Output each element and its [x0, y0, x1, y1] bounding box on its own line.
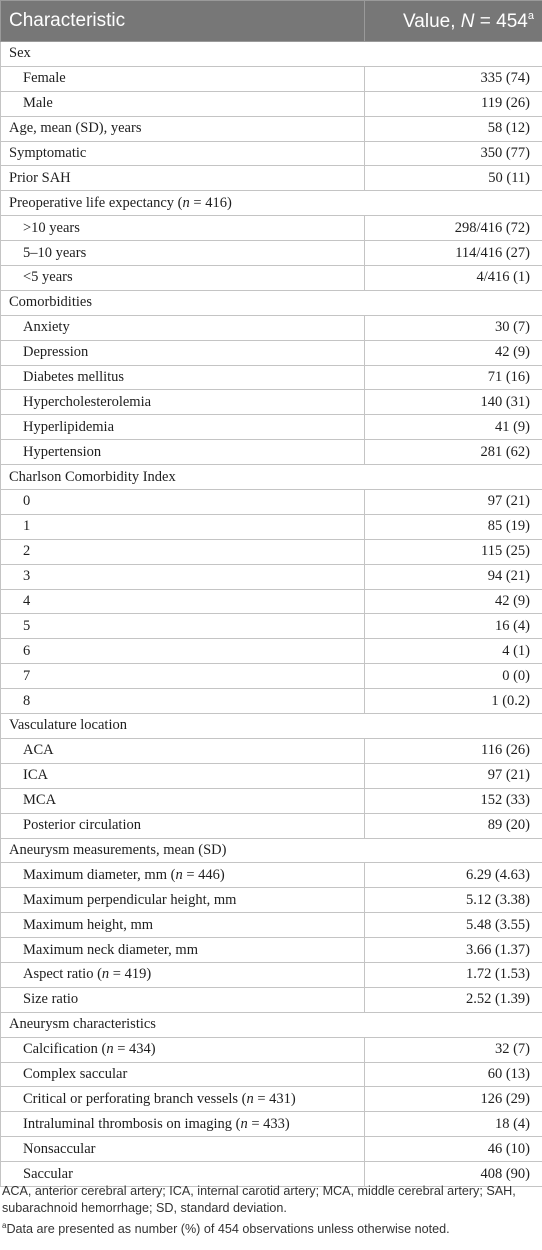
row-value: 1.72 (1.53): [365, 962, 542, 987]
header-characteristic: Characteristic: [1, 1, 365, 42]
row-value: 119 (26): [365, 91, 542, 116]
table-section-row: [1, 290, 542, 315]
header-value-n: N: [460, 10, 475, 32]
table-footnotes: [2, 1183, 540, 1238]
data-note: [2, 1217, 540, 1238]
row-value: 4 (1): [365, 639, 542, 664]
row-label: [1, 1112, 365, 1137]
data-note-text: Data are presented as number (%) of 454 observations unless otherwise noted.: [6, 1222, 450, 1236]
row-label-suffix: = 416): [189, 194, 232, 211]
row-label-text: >10 years: [23, 219, 80, 236]
row-label: [1, 813, 365, 838]
row-label-n: n: [240, 1115, 248, 1132]
row-label-text: Female: [23, 70, 66, 87]
row-label-text: Hypercholesterolemia: [23, 393, 152, 410]
row-label-text: 1: [23, 518, 31, 535]
table-section-row: [1, 714, 542, 739]
row-label: [1, 838, 542, 863]
table-row: [1, 141, 542, 166]
row-label: [1, 564, 365, 589]
row-label-text: 6: [23, 642, 31, 659]
row-label-text: 3: [23, 568, 31, 585]
row-label-n: n: [101, 966, 110, 983]
row-label: [1, 290, 542, 315]
row-label: [1, 714, 542, 739]
table-row: [1, 116, 542, 141]
row-value: 85 (19): [365, 514, 542, 539]
row-label: [1, 191, 542, 216]
row-value: 46 (10): [365, 1137, 542, 1162]
row-label: [1, 91, 365, 116]
row-value: 3.66 (1.37): [365, 938, 542, 963]
row-label-text: Maximum diameter, mm (: [23, 866, 176, 883]
row-value: 126 (29): [365, 1087, 542, 1112]
row-label-text: Size ratio: [23, 991, 79, 1008]
table-row: [1, 1037, 542, 1062]
row-label-text: Prior SAH: [9, 169, 71, 186]
table-row: [1, 788, 542, 813]
row-label-n: n: [106, 1041, 114, 1058]
row-label-text: Complex saccular: [23, 1065, 128, 1082]
row-label-text: Vasculature location: [9, 717, 127, 734]
table-row: [1, 938, 542, 963]
row-label-text: Sex: [9, 45, 31, 62]
row-label-text: Aneurysm measurements, mean (SD): [9, 841, 227, 858]
row-label-suffix: = 434): [113, 1041, 156, 1058]
row-value: 60 (13): [365, 1062, 542, 1087]
row-label: [1, 266, 365, 291]
row-label: [1, 763, 365, 788]
row-label: [1, 987, 365, 1012]
row-label-text: 5: [23, 617, 31, 634]
row-label: [1, 340, 365, 365]
table-row: [1, 564, 542, 589]
row-label: [1, 390, 365, 415]
row-label: [1, 1012, 542, 1037]
table-row: [1, 813, 542, 838]
row-label: [1, 589, 365, 614]
row-value: 116 (26): [365, 738, 542, 763]
row-label: [1, 440, 365, 465]
row-label: [1, 1037, 365, 1062]
table-row: [1, 440, 542, 465]
row-label: [1, 962, 365, 987]
row-label-text: Hyperlipidemia: [23, 418, 115, 435]
table-row: [1, 763, 542, 788]
row-label: [1, 42, 542, 67]
row-label: [1, 365, 365, 390]
row-label: [1, 465, 542, 490]
row-value: 152 (33): [365, 788, 542, 813]
row-value: 18 (4): [365, 1112, 542, 1137]
row-label-text: Diabetes mellitus: [23, 369, 125, 386]
row-value: 140 (31): [365, 390, 542, 415]
table-section-row: [1, 838, 542, 863]
table-row: [1, 390, 542, 415]
row-label-text: Charlson Comorbidity Index: [9, 468, 176, 485]
row-label: [1, 664, 365, 689]
table-row: [1, 514, 542, 539]
row-label-text: 0: [23, 493, 31, 510]
row-label-text: 8: [23, 692, 31, 709]
row-value: 94 (21): [365, 564, 542, 589]
row-label-suffix: = 433): [247, 1115, 290, 1132]
table-row: [1, 539, 542, 564]
row-label: [1, 1087, 365, 1112]
row-value: 71 (16): [365, 365, 542, 390]
row-label-n: n: [246, 1090, 254, 1107]
row-value: 5.12 (3.38): [365, 888, 542, 913]
data-note-mark: a: [2, 1221, 7, 1230]
row-value: 16 (4): [365, 614, 542, 639]
table-row: [1, 266, 542, 291]
row-value: 50 (11): [365, 166, 542, 191]
row-label-text: Calcification (: [23, 1041, 107, 1058]
row-label: [1, 913, 365, 938]
row-label-text: Saccular: [23, 1165, 73, 1182]
row-label-text: MCA: [23, 792, 57, 809]
row-label: [1, 216, 365, 241]
table-row: [1, 614, 542, 639]
table-row: [1, 241, 542, 266]
table-row: [1, 490, 542, 515]
row-value: 1 (0.2): [365, 689, 542, 714]
table-row: [1, 962, 542, 987]
row-label: [1, 788, 365, 813]
table-row: [1, 987, 542, 1012]
row-label-text: Anxiety: [23, 319, 70, 336]
row-label: [1, 689, 365, 714]
row-value: 41 (9): [365, 415, 542, 440]
table-row: [1, 216, 542, 241]
row-label: [1, 116, 365, 141]
row-label: [1, 166, 365, 191]
row-value: 115 (25): [365, 539, 542, 564]
table-body: [1, 42, 542, 1187]
row-label-text: 2: [23, 543, 31, 560]
row-label-text: ICA: [23, 767, 48, 784]
row-value: 42 (9): [365, 589, 542, 614]
row-label: [1, 863, 365, 888]
row-label: [1, 738, 365, 763]
row-label-text: Critical or perforating branch vessels (: [23, 1090, 247, 1107]
table-row: [1, 1087, 542, 1112]
row-value: 350 (77): [365, 141, 542, 166]
row-label-text: Age, mean (SD), years: [9, 120, 142, 137]
row-value: 408 (90): [365, 1162, 542, 1187]
row-label-text: Posterior circulation: [23, 817, 141, 834]
row-value: 0 (0): [365, 664, 542, 689]
row-value: 335 (74): [365, 66, 542, 91]
header-value-eq: = 454: [474, 10, 528, 32]
table-row: [1, 913, 542, 938]
row-label-text: Aneurysm characteristics: [9, 1016, 156, 1033]
table-row: [1, 888, 542, 913]
row-value: 114/416 (27): [365, 241, 542, 266]
row-label: [1, 639, 365, 664]
row-label: [1, 938, 365, 963]
abbreviations-note: ACA, anterior cerebral artery; ICA, internal carotid artery; MCA, middle cerebral artery; SAH, subarachnoid hemorrhage; SD, standard deviation.: [2, 1184, 516, 1215]
row-label-n: n: [175, 866, 183, 883]
row-value: 5.48 (3.55): [365, 913, 542, 938]
row-value: 97 (21): [365, 763, 542, 788]
row-label-text: Aspect ratio (: [23, 966, 102, 983]
table-section-row: [1, 1012, 542, 1037]
row-label: [1, 315, 365, 340]
table-row: [1, 66, 542, 91]
row-value: 97 (21): [365, 490, 542, 515]
row-label-text: ACA: [23, 742, 54, 759]
table-row: [1, 91, 542, 116]
header-value: [365, 1, 542, 42]
row-label-text: Symptomatic: [9, 145, 87, 161]
row-label: [1, 539, 365, 564]
header-value-prefix: Value,: [403, 10, 461, 32]
row-label-text: 7: [23, 667, 31, 684]
row-label-suffix: = 431): [253, 1090, 296, 1107]
table-section-row: [1, 465, 542, 490]
table-section-row: [1, 191, 542, 216]
table-row: [1, 664, 542, 689]
table-row: [1, 340, 542, 365]
row-label-text: Hypertension: [23, 443, 102, 460]
row-value: 6.29 (4.63): [365, 863, 542, 888]
table-row: [1, 589, 542, 614]
table-row: [1, 1137, 542, 1162]
table-row: [1, 738, 542, 763]
row-label: [1, 66, 365, 91]
row-label-n: n: [182, 194, 190, 211]
row-label: [1, 415, 365, 440]
row-label-text: Male: [23, 95, 53, 112]
row-label: [1, 1137, 365, 1162]
row-label: [1, 888, 365, 913]
row-label-suffix: = 419): [109, 966, 152, 983]
table-header-row: [1, 1, 542, 42]
row-label-text: Maximum height, mm: [23, 916, 154, 933]
table-row: [1, 689, 542, 714]
row-value: 2.52 (1.39): [365, 987, 542, 1012]
row-label-text: Intraluminal thrombosis on imaging (: [23, 1115, 241, 1132]
row-label: [1, 1062, 365, 1087]
table-row: [1, 1112, 542, 1137]
row-label-suffix: = 446): [182, 866, 225, 883]
row-value: 32 (7): [365, 1037, 542, 1062]
table-row: [1, 639, 542, 664]
table-row: [1, 365, 542, 390]
row-label-text: Maximum neck diameter, mm: [23, 941, 198, 958]
row-value: 4/416 (1): [365, 266, 542, 291]
row-value: 42 (9): [365, 340, 542, 365]
row-label-text: Nonsaccular: [23, 1140, 96, 1157]
row-label-text: Depression: [23, 344, 89, 361]
row-label: [1, 141, 365, 166]
header-value-sup: a: [527, 9, 534, 22]
row-label: [1, 241, 365, 266]
row-label-text: Preoperative life expectancy (: [9, 194, 183, 211]
row-label-text: Maximum perpendicular height, mm: [23, 891, 237, 908]
row-value: 281 (62): [365, 440, 542, 465]
table-row: [1, 166, 542, 191]
row-label: [1, 614, 365, 639]
table-row: [1, 1062, 542, 1087]
row-label: [1, 514, 365, 539]
row-value: 298/416 (72): [365, 216, 542, 241]
row-label-text: 4: [23, 593, 31, 610]
row-label-text: <5 years: [23, 269, 73, 286]
table-row: [1, 863, 542, 888]
row-label-text: 5–10 years: [23, 244, 87, 261]
row-label: [1, 490, 365, 515]
table-row: [1, 315, 542, 340]
table-section-row: [1, 42, 542, 67]
row-value: 30 (7): [365, 315, 542, 340]
table-row: [1, 415, 542, 440]
row-label-text: Comorbidities: [9, 294, 92, 311]
row-value: 58 (12): [365, 116, 542, 141]
row-value: 89 (20): [365, 813, 542, 838]
